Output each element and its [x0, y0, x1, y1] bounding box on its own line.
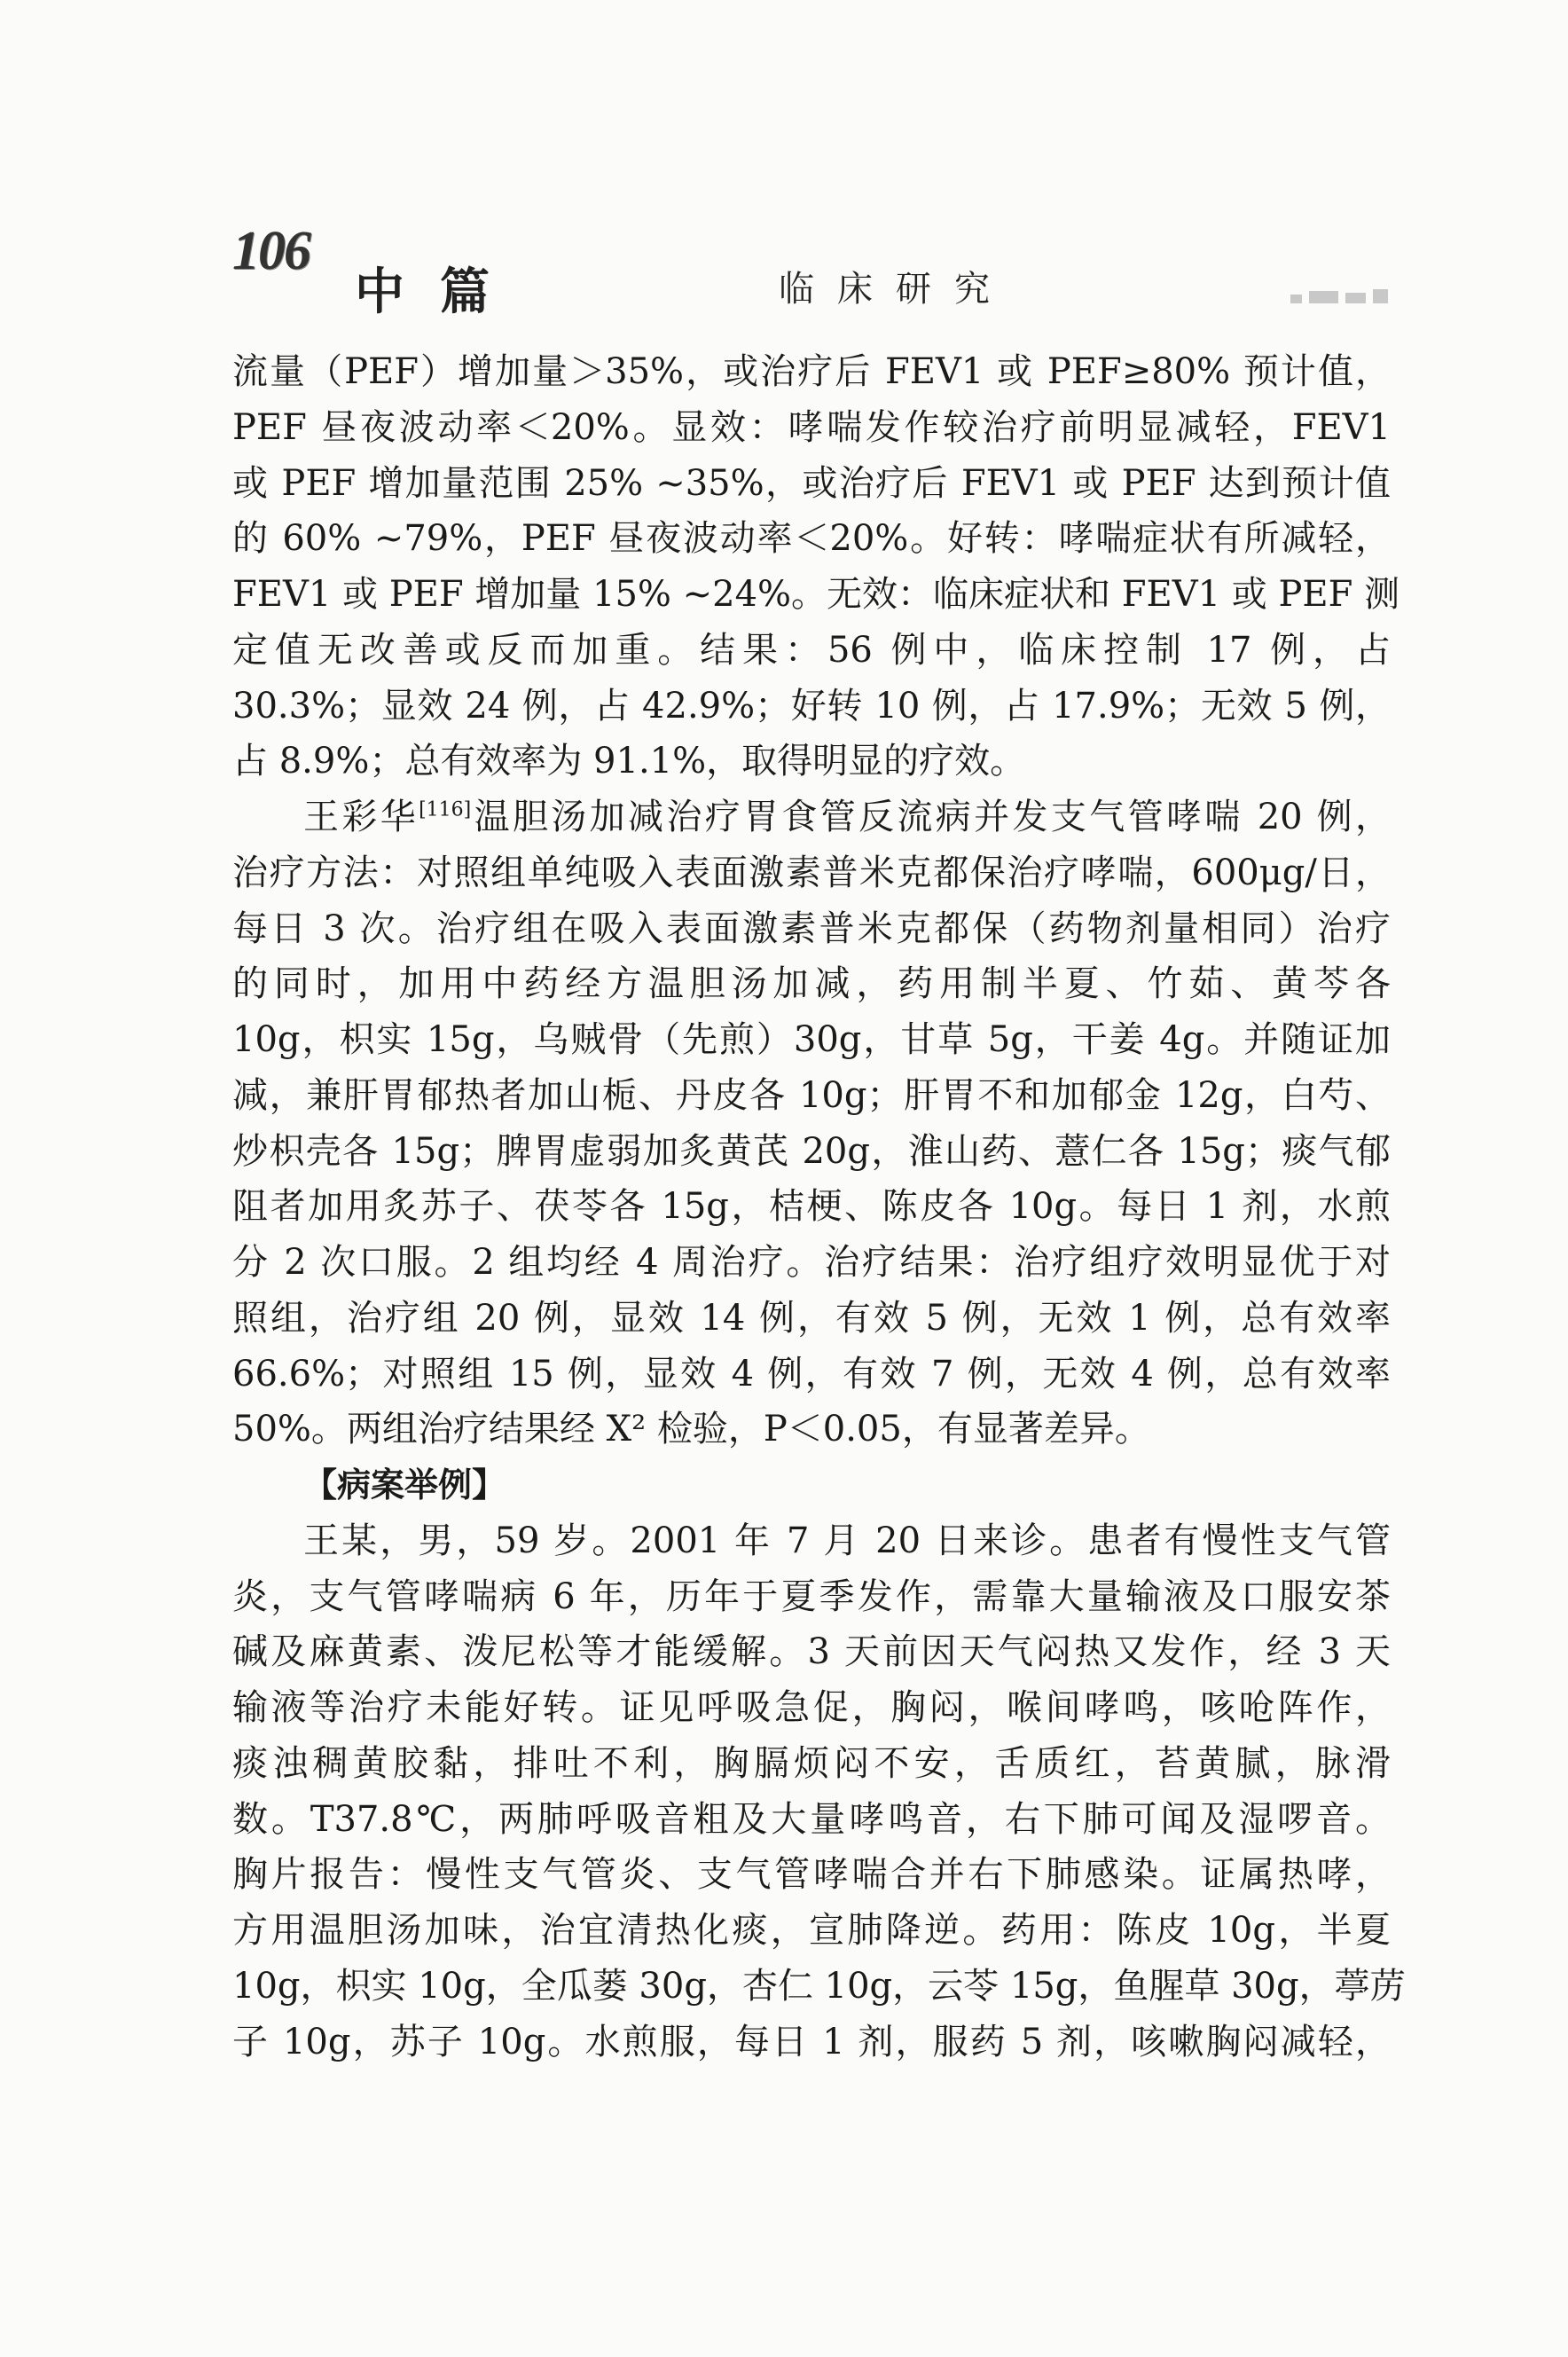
citation-superscript: [116]: [419, 798, 472, 821]
text-line: 或 PEF 增加量范围 25% ~35%，或治疗后 FEV1 或 PEF 达到预计值: [232, 462, 1391, 504]
text-line: 碱及麻黄素、泼尼松等才能缓解。3 天前因天气闷热又发作，经 3 天: [232, 1631, 1391, 1673]
text-line: 照组，治疗组 20 例，显效 14 例，有效 5 例，无效 1 例，总有效率: [232, 1297, 1391, 1339]
text-line: 方用温胆汤加味，治宜清热化痰，宣肺降逆。药用：陈皮 10g，半夏: [232, 1910, 1391, 1951]
text-line: 66.6%；对照组 15 例，显效 4 例，有效 7 例，无效 4 例，总有效率: [232, 1353, 1391, 1395]
text-line: 输液等治疗未能好转。证见呼吸急促，胸闷，喉间哮鸣，咳呛阵作，: [232, 1687, 1391, 1728]
text-line: 阻者加用炙苏子、茯苓各 15g，桔梗、陈皮各 10g。每日 1 剂，水煎: [232, 1186, 1391, 1228]
text-line: 王彩华[116]温胆汤加减治疗胃食管反流病并发支气管哮喘 20 例，: [303, 797, 1392, 837]
text-line: 30.3%；显效 24 例，占 42.9%；好转 10 例，占 17.9%；无效 5 例，: [232, 685, 1391, 727]
text-line: 10g，枳实 15g，乌贼骨（先煎）30g，甘草 5g，干姜 4g。并随证加: [232, 1019, 1391, 1060]
page-header: [0, 0, 1568, 337]
text-line: FEV1 或 PEF 增加量 15% ~24%。无效：临床症状和 FEV1 或 PEF 测: [232, 574, 1400, 615]
text-line: 炒枳壳各 15g；脾胃虚弱加炙黄芪 20g，淮山药、薏仁各 15g；痰气郁: [232, 1130, 1391, 1172]
page-number: 106: [232, 221, 310, 281]
section-title: 临床研究: [779, 269, 1013, 310]
text-line: 每日 3 次。治疗组在吸入表面激素普米克都保（药物剂量相同）治疗: [232, 907, 1391, 949]
text-line: 减，兼肝胃郁热者加山栀、丹皮各 10g；肝胃不和加郁金 12g，白芍、: [232, 1074, 1391, 1116]
text-line: 的 60% ~79%，PEF 昼夜波动率＜20%。好转：哮喘症状有所减轻，: [232, 518, 1391, 560]
text-line: 的同时，加用中药经方温胆汤加减，药用制半夏、竹茹、黄芩各: [232, 963, 1391, 1005]
text-line: 定值无改善或反而加重。结果：56 例中，临床控制 17 例，占: [232, 629, 1391, 671]
text-line: 胸片报告：慢性支气管炎、支气管哮喘合并右下肺感染。证属热哮，: [232, 1854, 1391, 1896]
header-decoration: [1290, 286, 1388, 303]
text-line: 占 8.9%；总有效率为 91.1%，取得明显的疗效。: [232, 741, 1026, 782]
text-line: 50%。两组治疗结果经 X² 检验，P＜0.05，有显著差异。: [232, 1409, 1150, 1450]
text-line: 流量（PEF）增加量＞35%，或治疗后 FEV1 或 PEF≥80% 预计值，: [232, 351, 1391, 392]
text-line: 炎，支气管哮喘病 6 年，历年于夏季发作，需靠大量输液及口服安茶: [232, 1575, 1391, 1617]
text-line: 子 10g，苏子 10g。水煎服，每日 1 剂，服药 5 剂，咳嗽胸闷减轻，: [232, 2021, 1391, 2062]
text-line: 王某，男，59 岁。2001 年 7 月 20 日来诊。患者有慢性支气管: [303, 1520, 1391, 1561]
part-label: 中篇: [355, 263, 525, 321]
text-line: 分 2 次口服。2 组均经 4 周治疗。治疗结果：治疗组疗效明显优于对: [232, 1242, 1391, 1283]
text-line: 治疗方法：对照组单纯吸入表面激素普米克都保治疗哮喘，600μg/日，: [232, 852, 1391, 893]
body-text: [232, 344, 1406, 2070]
text-line: 痰浊稠黄胶黏，排吐不利，胸膈烦闷不安，舌质红，苔黄腻，脉滑: [232, 1742, 1391, 1784]
text-line: 10g，枳实 10g，全瓜蒌 30g，杏仁 10g，云苓 15g，鱼腥草 30g，葶苈: [232, 1965, 1406, 2007]
text-line: PEF 昼夜波动率＜20%。显效：哮喘发作较治疗前明显减轻，FEV1: [232, 406, 1391, 448]
section-heading: 【病案举例】: [303, 1465, 506, 1505]
text-line: 数。T37.8℃，两肺呼吸音粗及大量哮鸣音，右下肺可闻及湿啰音。: [232, 1798, 1391, 1840]
